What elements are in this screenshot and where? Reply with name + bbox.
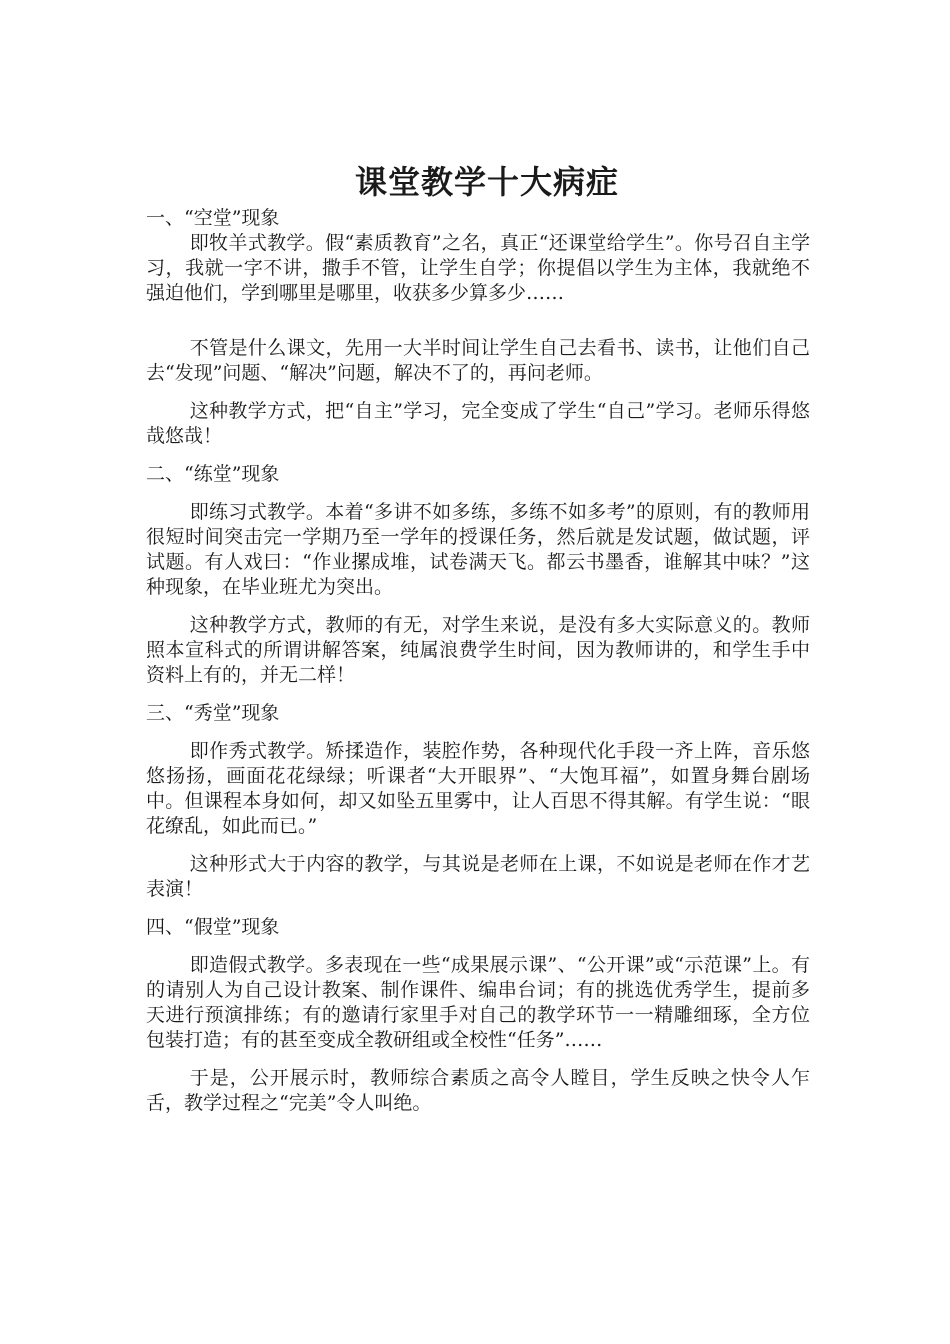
paragraph: 这种形式大于内容的教学，与其说是老师在上课，不如说是老师在作才艺表演！ — [146, 853, 810, 900]
paragraph: 即练习式教学。本着“多讲不如多练，多练不如多考”的原则，有的教师用很短时间突击完一学期乃至一学年的授课任务，然后就是发试题，做试题，评试题。有人戏曰：“作业摞成堆，试卷满天飞。都云书墨香，谁解其中味？”这种现象，在毕业班尤为突出。 — [146, 501, 810, 598]
section-heading-1: 一、“空堂”现象 — [146, 207, 280, 229]
section-heading-4: 四、“假堂”现象 — [146, 916, 280, 938]
paragraph: 这种教学方式，把“自主”学习，完全变成了学生“自己”学习。老师乐得悠哉悠哉！ — [146, 400, 810, 447]
paragraph: 即作秀式教学。矫揉造作，装腔作势，各种现代化手段一齐上阵，音乐悠悠扬扬，画面花花绿绿；听课者“大开眼界”、“大饱耳福”，如置身舞台剧场中。但课程本身如何，却又如坠五里雾中，让人百思不得其解。有学生说：“眼花缭乱，如此而已。” — [146, 740, 810, 837]
paragraph: 即牧羊式教学。假“素质教育”之名，真正“还课堂给学生”。你号召自主学习，我就一字不讲，撒手不管，让学生自学；你提倡以学生为主体，我就绝不强迫他们，学到哪里是哪里，收获多少算多少…… — [146, 232, 810, 304]
paragraph: 于是，公开展示时，教师综合素质之高令人瞠目，学生反映之快令人乍舌，教学过程之“完美”令人叫绝。 — [146, 1067, 810, 1114]
document-page — [146, 160, 810, 1116]
paragraph: 即造假式教学。多表现在一些“成果展示课”、“公开课”或“示范课”上。有的请别人为自己设计教案、制作课件、编串台词；有的挑选优秀学生，提前多天进行预演排练；有的邀请行家里手对自己的教学环节一一精雕细琢，全方位包装打造；有的甚至变成全教研组或全校性“任务”…… — [146, 954, 810, 1051]
document-title: 课堂教学十大病症 — [354, 163, 619, 201]
paragraph: 不管是什么课文，先用一大半时间让学生自己去看书、读书，让他们自己去“发现”问题、“解决”问题，解决不了的，再问老师。 — [146, 337, 810, 384]
section-heading-2: 二、“练堂”现象 — [146, 463, 280, 485]
paragraph: 这种教学方式，教师的有无，对学生来说，是没有多大实际意义的。教师照本宣科式的所谓讲解答案，纯属浪费学生时间，因为教师讲的，和学生手中资料上有的，并无二样！ — [146, 614, 810, 686]
section-heading-3: 三、“秀堂”现象 — [146, 702, 280, 724]
